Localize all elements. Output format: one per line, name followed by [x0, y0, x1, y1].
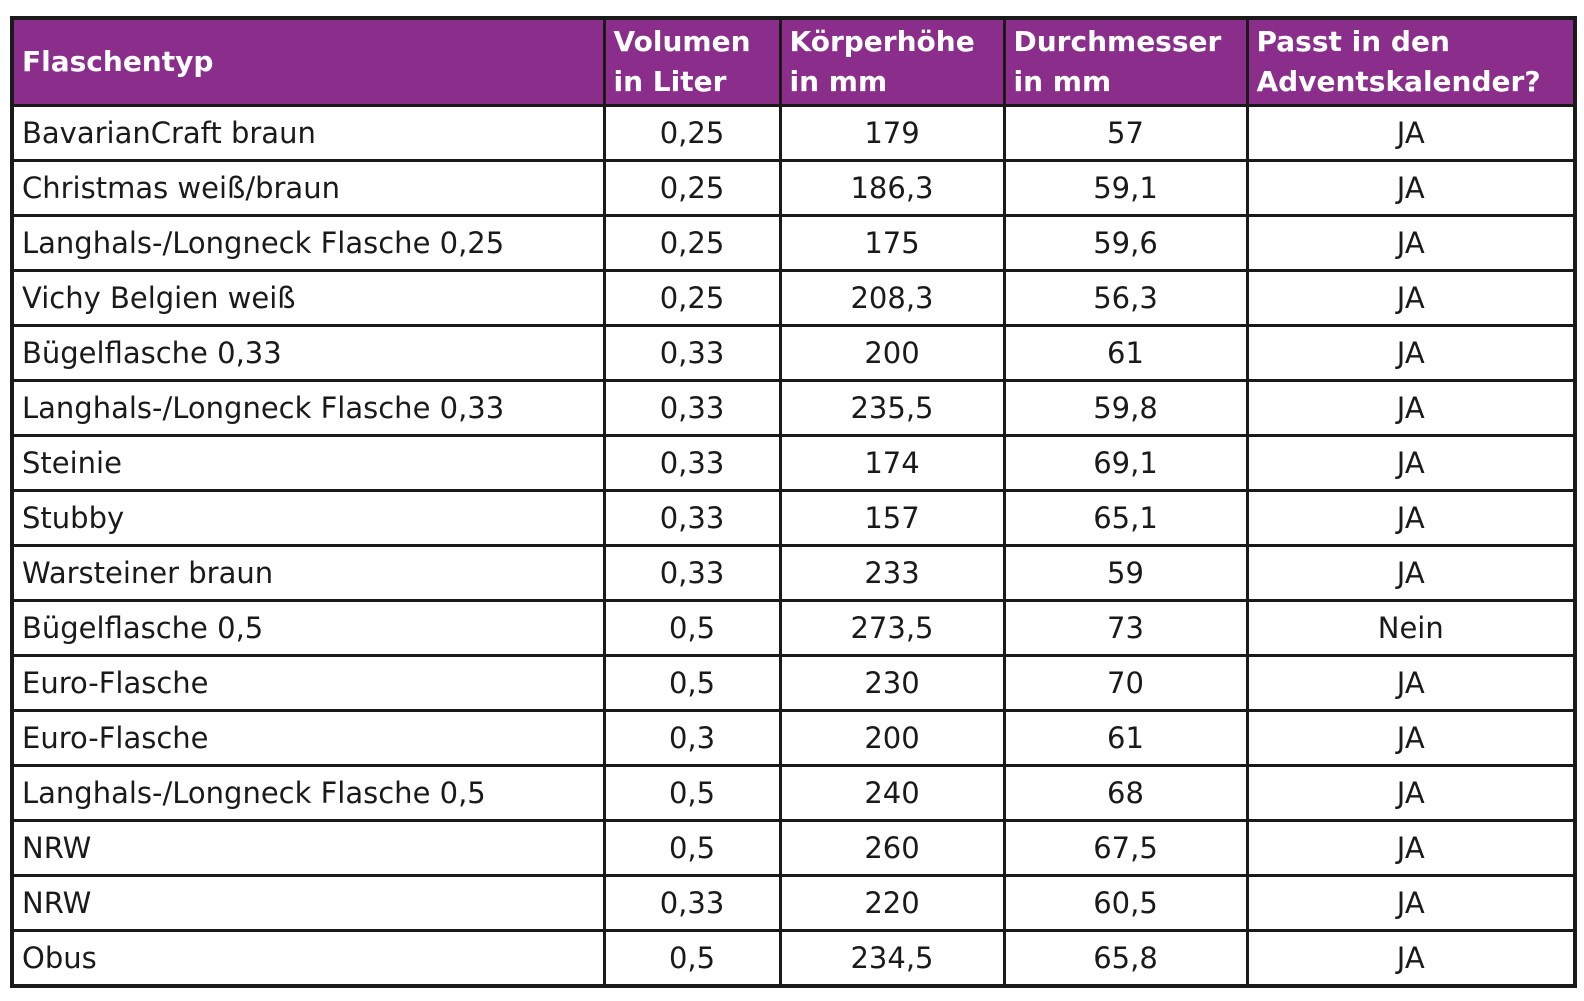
- cell-bottle-type: Bügelflasche 0,5: [12, 601, 604, 656]
- cell-diameter: 65,8: [1004, 931, 1247, 986]
- cell-volume: 0,5: [604, 656, 780, 711]
- cell-fits: JA: [1247, 271, 1575, 326]
- cell-diameter: 60,5: [1004, 876, 1247, 931]
- cell-bottle-type: Bügelflasche 0,33: [12, 326, 604, 381]
- table-row: [12, 381, 1575, 436]
- cell-volume: 0,33: [604, 876, 780, 931]
- cell-body-height: 200: [780, 711, 1004, 766]
- cell-bottle-type: Euro-Flasche: [12, 656, 604, 711]
- cell-body-height: 273,5: [780, 601, 1004, 656]
- cell-bottle-type: Langhals-/Longneck Flasche 0,25: [12, 216, 604, 271]
- cell-bottle-type: Christmas weiß/braun: [12, 161, 604, 216]
- header-line: in mm: [789, 65, 888, 98]
- cell-bottle-type: Vichy Belgien weiß: [12, 271, 604, 326]
- cell-volume: 0,25: [604, 106, 780, 161]
- table-body: [12, 106, 1575, 986]
- cell-fits: JA: [1247, 546, 1575, 601]
- cell-volume: 0,33: [604, 546, 780, 601]
- table-row: [12, 876, 1575, 931]
- header-line: Durchmesser: [1013, 25, 1222, 58]
- cell-body-height: 174: [780, 436, 1004, 491]
- header-row: [12, 18, 1575, 106]
- cell-bottle-type: Steinie: [12, 436, 604, 491]
- table-row: [12, 656, 1575, 711]
- cell-fits: JA: [1247, 216, 1575, 271]
- cell-diameter: 68: [1004, 766, 1247, 821]
- table-row: [12, 931, 1575, 986]
- cell-body-height: 230: [780, 656, 1004, 711]
- table-row: [12, 106, 1575, 161]
- cell-body-height: 186,3: [780, 161, 1004, 216]
- cell-body-height: 234,5: [780, 931, 1004, 986]
- cell-bottle-type: Stubby: [12, 491, 604, 546]
- cell-diameter: 59: [1004, 546, 1247, 601]
- cell-diameter: 61: [1004, 711, 1247, 766]
- cell-fits: JA: [1247, 821, 1575, 876]
- cell-fits: JA: [1247, 766, 1575, 821]
- table-row: [12, 601, 1575, 656]
- header-volume: [604, 18, 780, 106]
- cell-diameter: 65,1: [1004, 491, 1247, 546]
- cell-volume: 0,33: [604, 436, 780, 491]
- cell-volume: 0,25: [604, 161, 780, 216]
- header-line: Körperhöhe: [789, 25, 975, 58]
- table-header: [12, 18, 1575, 106]
- table-row: [12, 326, 1575, 381]
- cell-bottle-type: Obus: [12, 931, 604, 986]
- header-diameter: [1004, 18, 1247, 106]
- cell-fits: JA: [1247, 161, 1575, 216]
- cell-fits: JA: [1247, 326, 1575, 381]
- header-bottle-type: [12, 18, 604, 106]
- cell-bottle-type: Euro-Flasche: [12, 711, 604, 766]
- cell-volume: 0,3: [604, 711, 780, 766]
- cell-volume: 0,25: [604, 271, 780, 326]
- header-line: Flaschentyp: [22, 45, 214, 78]
- header-fits-advent-calendar: [1247, 18, 1575, 106]
- cell-diameter: 59,6: [1004, 216, 1247, 271]
- cell-bottle-type: Langhals-/Longneck Flasche 0,33: [12, 381, 604, 436]
- cell-fits: JA: [1247, 931, 1575, 986]
- cell-diameter: 56,3: [1004, 271, 1247, 326]
- cell-diameter: 70: [1004, 656, 1247, 711]
- cell-body-height: 208,3: [780, 271, 1004, 326]
- table-row: [12, 766, 1575, 821]
- cell-volume: 0,5: [604, 766, 780, 821]
- header-line: Volumen: [613, 25, 751, 58]
- cell-fits: Nein: [1247, 601, 1575, 656]
- table-row: [12, 161, 1575, 216]
- bottle-table: [10, 16, 1577, 988]
- cell-body-height: 179: [780, 106, 1004, 161]
- cell-bottle-type: Warsteiner braun: [12, 546, 604, 601]
- table-row: [12, 711, 1575, 766]
- cell-body-height: 220: [780, 876, 1004, 931]
- cell-body-height: 260: [780, 821, 1004, 876]
- header-line: Adventskalender?: [1256, 65, 1541, 98]
- header-line: in Liter: [613, 65, 727, 98]
- cell-diameter: 59,8: [1004, 381, 1247, 436]
- cell-volume: 0,5: [604, 601, 780, 656]
- cell-body-height: 200: [780, 326, 1004, 381]
- cell-fits: JA: [1247, 876, 1575, 931]
- cell-fits: JA: [1247, 381, 1575, 436]
- cell-fits: JA: [1247, 491, 1575, 546]
- cell-bottle-type: NRW: [12, 821, 604, 876]
- cell-bottle-type: NRW: [12, 876, 604, 931]
- cell-diameter: 67,5: [1004, 821, 1247, 876]
- cell-body-height: 240: [780, 766, 1004, 821]
- cell-volume: 0,25: [604, 216, 780, 271]
- cell-diameter: 69,1: [1004, 436, 1247, 491]
- table-row: [12, 436, 1575, 491]
- cell-volume: 0,5: [604, 931, 780, 986]
- cell-diameter: 73: [1004, 601, 1247, 656]
- header-line: in mm: [1013, 65, 1112, 98]
- cell-body-height: 235,5: [780, 381, 1004, 436]
- cell-volume: 0,33: [604, 326, 780, 381]
- table-row: [12, 216, 1575, 271]
- cell-fits: JA: [1247, 711, 1575, 766]
- table-row: [12, 271, 1575, 326]
- table-row: [12, 491, 1575, 546]
- cell-body-height: 233: [780, 546, 1004, 601]
- cell-diameter: 57: [1004, 106, 1247, 161]
- table-row: [12, 546, 1575, 601]
- cell-bottle-type: BavarianCraft braun: [12, 106, 604, 161]
- header-line: Passt in den: [1256, 25, 1450, 58]
- cell-fits: JA: [1247, 656, 1575, 711]
- header-body-height: [780, 18, 1004, 106]
- cell-diameter: 59,1: [1004, 161, 1247, 216]
- cell-volume: 0,5: [604, 821, 780, 876]
- table-row: [12, 821, 1575, 876]
- cell-bottle-type: Langhals-/Longneck Flasche 0,5: [12, 766, 604, 821]
- cell-fits: JA: [1247, 106, 1575, 161]
- cell-diameter: 61: [1004, 326, 1247, 381]
- cell-body-height: 157: [780, 491, 1004, 546]
- cell-volume: 0,33: [604, 491, 780, 546]
- cell-body-height: 175: [780, 216, 1004, 271]
- cell-fits: JA: [1247, 436, 1575, 491]
- cell-volume: 0,33: [604, 381, 780, 436]
